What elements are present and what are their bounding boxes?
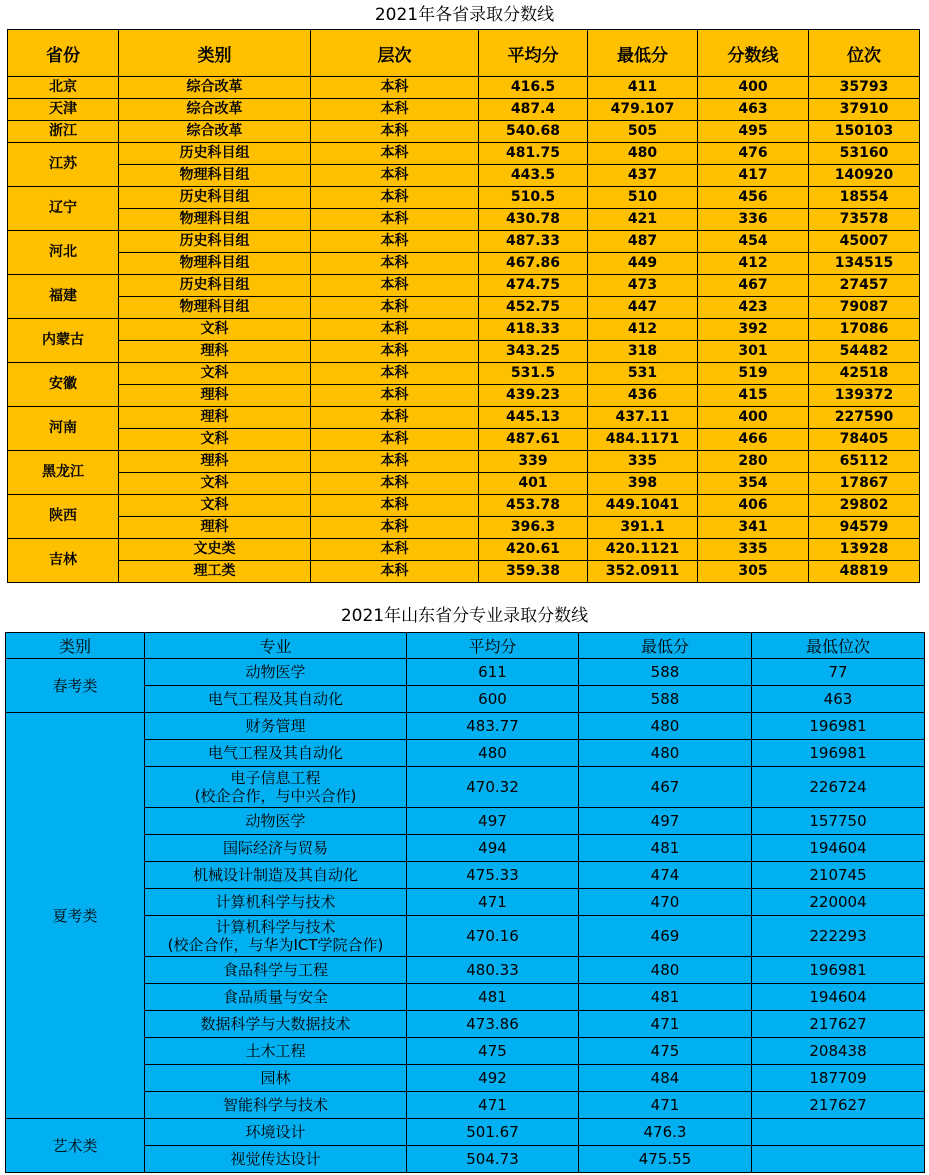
min-rank-cell: 210745	[752, 862, 925, 889]
major-name-line: (校企合作，与华为ICT学院合作)	[167, 936, 384, 954]
major-name-line: 食品质量与安全	[222, 988, 328, 1006]
major-cell	[145, 916, 407, 957]
cutoff-line-cell: 392	[698, 319, 809, 341]
table-row	[6, 713, 925, 740]
level-cell: 本科	[311, 99, 479, 121]
table2-title: 2021年山东省分专业录取分数线	[340, 606, 589, 626]
average-score-cell: 474.75	[479, 275, 588, 297]
major-name-line: (校企合作，与中兴合作)	[194, 787, 357, 805]
min-score-cell: 484.1171	[588, 429, 698, 451]
table1-header-cell: 类别	[119, 30, 311, 77]
average-score-cell: 487.33	[479, 231, 588, 253]
average-score-cell: 343.25	[479, 341, 588, 363]
major-cell	[145, 659, 407, 686]
table2-header-cell: 类别	[6, 633, 145, 659]
major-name-line: 环境设计	[245, 1123, 306, 1141]
major-name-line: 数据科学与大数据技术	[200, 1015, 351, 1033]
level-cell: 本科	[311, 407, 479, 429]
table2-header-cell: 专业	[145, 633, 407, 659]
major-cell	[145, 889, 407, 916]
cutoff-line-cell: 466	[698, 429, 809, 451]
average-score-cell: 510.5	[479, 187, 588, 209]
table-row	[8, 473, 920, 495]
average-score-cell: 396.3	[479, 517, 588, 539]
average-score-cell: 470.16	[407, 916, 579, 957]
table-row	[8, 275, 920, 297]
major-cell	[145, 713, 407, 740]
category-cell: 历史科目组	[119, 275, 311, 297]
rank-cell: 140920	[809, 165, 920, 187]
province-cell: 陕西	[8, 495, 119, 539]
average-score-cell: 420.61	[479, 539, 588, 561]
min-score-cell: 475	[579, 1038, 752, 1065]
cutoff-line-cell: 467	[698, 275, 809, 297]
category-cell: 物理科目组	[119, 297, 311, 319]
major-name-line: 财务管理	[245, 717, 306, 735]
min-score-cell: 420.1121	[588, 539, 698, 561]
min-score-cell: 473	[588, 275, 698, 297]
min-score-cell: 469	[579, 916, 752, 957]
rank-cell: 17086	[809, 319, 920, 341]
min-score-cell: 484	[579, 1065, 752, 1092]
province-cell: 内蒙古	[8, 319, 119, 363]
major-name-line: 智能科学与技术	[222, 1096, 328, 1114]
province-cell: 浙江	[8, 121, 119, 143]
min-score-cell: 421	[588, 209, 698, 231]
average-score-cell: 430.78	[479, 209, 588, 231]
min-rank-cell: 220004	[752, 889, 925, 916]
average-score-cell: 470.32	[407, 767, 579, 808]
table1-header-cell: 平均分	[479, 30, 588, 77]
table1-header-cell: 分数线	[698, 30, 809, 77]
min-score-cell: 437.11	[588, 407, 698, 429]
min-score-cell: 479.107	[588, 99, 698, 121]
major-cell	[145, 1092, 407, 1119]
province-cell: 江苏	[8, 143, 119, 187]
major-name-line: 动物医学	[245, 663, 306, 681]
province-cell: 福建	[8, 275, 119, 319]
table2-header-cell: 最低分	[579, 633, 752, 659]
cutoff-line-cell: 495	[698, 121, 809, 143]
cutoff-line-cell: 354	[698, 473, 809, 495]
average-score-cell: 611	[407, 659, 579, 686]
rank-cell: 48819	[809, 561, 920, 583]
level-cell: 本科	[311, 363, 479, 385]
rank-cell: 27457	[809, 275, 920, 297]
table-row	[8, 99, 920, 121]
rank-cell: 65112	[809, 451, 920, 473]
min-score-cell: 505	[588, 121, 698, 143]
min-score-cell: 411	[588, 77, 698, 99]
rank-cell: 94579	[809, 517, 920, 539]
level-cell: 本科	[311, 165, 479, 187]
level-cell: 本科	[311, 517, 479, 539]
table-row	[8, 429, 920, 451]
min-score-cell: 471	[579, 1011, 752, 1038]
exam-category-cell: 艺术类	[6, 1119, 145, 1173]
level-cell: 本科	[311, 561, 479, 583]
min-score-cell: 335	[588, 451, 698, 473]
min-score-cell: 531	[588, 363, 698, 385]
province-cell: 河北	[8, 231, 119, 275]
cutoff-line-cell: 456	[698, 187, 809, 209]
average-score-cell: 481.75	[479, 143, 588, 165]
rank-cell: 18554	[809, 187, 920, 209]
average-score-cell: 416.5	[479, 77, 588, 99]
level-cell: 本科	[311, 451, 479, 473]
major-name-line: 电气工程及其自动化	[207, 690, 343, 708]
average-score-cell: 471	[407, 1092, 579, 1119]
exam-category-cell: 春考类	[6, 659, 145, 713]
major-name-line: 电气工程及其自动化	[207, 744, 343, 762]
min-score-cell: 437	[588, 165, 698, 187]
cutoff-line-cell: 341	[698, 517, 809, 539]
cutoff-line-cell: 415	[698, 385, 809, 407]
major-name-line: 机械设计制造及其自动化	[192, 866, 358, 884]
table-row	[8, 363, 920, 385]
min-score-cell: 447	[588, 297, 698, 319]
table1-header-cell: 最低分	[588, 30, 698, 77]
cutoff-line-cell: 519	[698, 363, 809, 385]
min-score-cell: 588	[579, 686, 752, 713]
average-score-cell: 439.23	[479, 385, 588, 407]
average-score-cell: 497	[407, 808, 579, 835]
table-row	[8, 231, 920, 253]
category-cell: 理工类	[119, 561, 311, 583]
level-cell: 本科	[311, 429, 479, 451]
category-cell: 理科	[119, 517, 311, 539]
min-rank-cell: 217627	[752, 1011, 925, 1038]
min-score-cell: 487	[588, 231, 698, 253]
min-rank-cell: 226724	[752, 767, 925, 808]
category-cell: 历史科目组	[119, 231, 311, 253]
level-cell: 本科	[311, 495, 479, 517]
average-score-cell: 401	[479, 473, 588, 495]
table-row	[8, 165, 920, 187]
rank-cell: 79087	[809, 297, 920, 319]
average-score-cell: 443.5	[479, 165, 588, 187]
province-cell: 黑龙江	[8, 451, 119, 495]
category-cell: 文科	[119, 319, 311, 341]
level-cell: 本科	[311, 297, 479, 319]
average-score-cell: 483.77	[407, 713, 579, 740]
min-score-cell: 467	[579, 767, 752, 808]
table-row	[8, 253, 920, 275]
shandong-major-table	[5, 632, 925, 1173]
average-score-cell: 481	[407, 984, 579, 1011]
province-cell: 辽宁	[8, 187, 119, 231]
major-name-line: 食品科学与工程	[222, 961, 328, 979]
category-cell: 文科	[119, 363, 311, 385]
major-name-line: 视觉传达设计	[230, 1150, 321, 1168]
min-rank-cell: 222293	[752, 916, 925, 957]
province-cell: 天津	[8, 99, 119, 121]
average-score-cell: 418.33	[479, 319, 588, 341]
category-cell: 物理科目组	[119, 209, 311, 231]
table-row	[8, 385, 920, 407]
table-row	[8, 539, 920, 561]
min-score-cell: 471	[579, 1092, 752, 1119]
table-row	[8, 319, 920, 341]
major-cell	[145, 1011, 407, 1038]
major-name-line: 园林	[260, 1069, 291, 1087]
province-admission-table	[7, 29, 920, 583]
rank-cell: 13928	[809, 539, 920, 561]
min-rank-cell: 196981	[752, 740, 925, 767]
category-cell: 历史科目组	[119, 143, 311, 165]
average-score-cell: 467.86	[479, 253, 588, 275]
category-cell: 文科	[119, 495, 311, 517]
table1-header-row	[8, 30, 920, 77]
min-rank-cell: 77	[752, 659, 925, 686]
major-name-line: 国际经济与贸易	[222, 839, 328, 857]
average-score-cell: 494	[407, 835, 579, 862]
min-score-cell: 588	[579, 659, 752, 686]
table1-header-cell: 层次	[311, 30, 479, 77]
table1-title: 2021年各省录取分数线	[374, 5, 555, 25]
table1-header-cell: 省份	[8, 30, 119, 77]
min-rank-cell: 463	[752, 686, 925, 713]
cutoff-line-cell: 280	[698, 451, 809, 473]
level-cell: 本科	[311, 143, 479, 165]
table1-header-cell: 位次	[809, 30, 920, 77]
average-score-cell: 471	[407, 889, 579, 916]
rank-cell: 134515	[809, 253, 920, 275]
category-cell: 综合改革	[119, 121, 311, 143]
level-cell: 本科	[311, 385, 479, 407]
major-name-line: 动物医学	[245, 812, 306, 830]
level-cell: 本科	[311, 341, 479, 363]
major-cell	[145, 767, 407, 808]
average-score-cell: 475.33	[407, 862, 579, 889]
min-score-cell: 412	[588, 319, 698, 341]
min-score-cell: 480	[579, 713, 752, 740]
rank-cell: 45007	[809, 231, 920, 253]
min-rank-cell	[752, 1146, 925, 1173]
province-cell: 河南	[8, 407, 119, 451]
cutoff-line-cell: 335	[698, 539, 809, 561]
min-score-cell: 391.1	[588, 517, 698, 539]
average-score-cell: 475	[407, 1038, 579, 1065]
min-rank-cell: 194604	[752, 984, 925, 1011]
exam-category-cell: 夏考类	[6, 713, 145, 1119]
min-rank-cell: 208438	[752, 1038, 925, 1065]
major-cell	[145, 740, 407, 767]
average-score-cell: 487.61	[479, 429, 588, 451]
average-score-cell: 453.78	[479, 495, 588, 517]
min-rank-cell: 187709	[752, 1065, 925, 1092]
min-rank-cell: 217627	[752, 1092, 925, 1119]
major-cell	[145, 808, 407, 835]
rank-cell: 150103	[809, 121, 920, 143]
average-score-cell: 480	[407, 740, 579, 767]
category-cell: 物理科目组	[119, 165, 311, 187]
rank-cell: 53160	[809, 143, 920, 165]
average-score-cell: 473.86	[407, 1011, 579, 1038]
province-cell: 吉林	[8, 539, 119, 583]
category-cell: 理科	[119, 385, 311, 407]
level-cell: 本科	[311, 121, 479, 143]
cutoff-line-cell: 305	[698, 561, 809, 583]
major-name-line: 土木工程	[245, 1042, 306, 1060]
table2-header-cell: 平均分	[407, 633, 579, 659]
min-score-cell: 510	[588, 187, 698, 209]
cutoff-line-cell: 400	[698, 77, 809, 99]
major-cell	[145, 835, 407, 862]
min-score-cell: 497	[579, 808, 752, 835]
average-score-cell: 445.13	[479, 407, 588, 429]
table-row	[6, 1119, 925, 1146]
min-score-cell: 470	[579, 889, 752, 916]
category-cell: 综合改革	[119, 77, 311, 99]
table-row	[8, 451, 920, 473]
average-score-cell: 487.4	[479, 99, 588, 121]
table2-header-cell: 最低位次	[752, 633, 925, 659]
category-cell: 理科	[119, 341, 311, 363]
min-score-cell: 474	[579, 862, 752, 889]
category-cell: 文科	[119, 429, 311, 451]
table-row	[8, 187, 920, 209]
min-score-cell: 436	[588, 385, 698, 407]
cutoff-line-cell: 463	[698, 99, 809, 121]
category-cell: 理科	[119, 407, 311, 429]
category-cell: 历史科目组	[119, 187, 311, 209]
table-row	[8, 407, 920, 429]
major-cell	[145, 686, 407, 713]
average-score-cell: 540.68	[479, 121, 588, 143]
rank-cell: 78405	[809, 429, 920, 451]
table-row	[8, 561, 920, 583]
level-cell: 本科	[311, 539, 479, 561]
cutoff-line-cell: 417	[698, 165, 809, 187]
table-row	[8, 495, 920, 517]
major-cell	[145, 1146, 407, 1173]
level-cell: 本科	[311, 77, 479, 99]
min-score-cell: 480	[579, 740, 752, 767]
table-row	[8, 209, 920, 231]
level-cell: 本科	[311, 187, 479, 209]
cutoff-line-cell: 336	[698, 209, 809, 231]
min-rank-cell	[752, 1119, 925, 1146]
level-cell: 本科	[311, 253, 479, 275]
rank-cell: 54482	[809, 341, 920, 363]
average-score-cell: 492	[407, 1065, 579, 1092]
major-cell	[145, 984, 407, 1011]
min-rank-cell: 196981	[752, 957, 925, 984]
average-score-cell: 600	[407, 686, 579, 713]
average-score-cell: 480.33	[407, 957, 579, 984]
major-cell	[145, 1038, 407, 1065]
major-name-line: 计算机科学与技术	[215, 893, 336, 911]
min-score-cell: 475.55	[579, 1146, 752, 1173]
average-score-cell: 531.5	[479, 363, 588, 385]
province-cell: 安徽	[8, 363, 119, 407]
cutoff-line-cell: 400	[698, 407, 809, 429]
min-score-cell: 449	[588, 253, 698, 275]
category-cell: 物理科目组	[119, 253, 311, 275]
min-score-cell: 481	[579, 984, 752, 1011]
major-name-line: 电子信息工程	[230, 769, 321, 787]
major-cell	[145, 862, 407, 889]
level-cell: 本科	[311, 231, 479, 253]
major-name-line: 计算机科学与技术	[215, 918, 336, 936]
table-row	[8, 341, 920, 363]
rank-cell: 73578	[809, 209, 920, 231]
min-score-cell: 398	[588, 473, 698, 495]
min-score-cell: 480	[588, 143, 698, 165]
category-cell: 文科	[119, 473, 311, 495]
level-cell: 本科	[311, 473, 479, 495]
cutoff-line-cell: 301	[698, 341, 809, 363]
min-score-cell: 449.1041	[588, 495, 698, 517]
average-score-cell: 452.75	[479, 297, 588, 319]
cutoff-line-cell: 423	[698, 297, 809, 319]
table-row	[8, 77, 920, 99]
rank-cell: 42518	[809, 363, 920, 385]
category-cell: 文史类	[119, 539, 311, 561]
table-row	[8, 143, 920, 165]
rank-cell: 37910	[809, 99, 920, 121]
cutoff-line-cell: 476	[698, 143, 809, 165]
level-cell: 本科	[311, 319, 479, 341]
rank-cell: 17867	[809, 473, 920, 495]
min-score-cell: 481	[579, 835, 752, 862]
table-row	[6, 659, 925, 686]
min-rank-cell: 196981	[752, 713, 925, 740]
cutoff-line-cell: 406	[698, 495, 809, 517]
table-row	[8, 517, 920, 539]
province-cell: 北京	[8, 77, 119, 99]
major-cell	[145, 1119, 407, 1146]
cutoff-line-cell: 454	[698, 231, 809, 253]
min-rank-cell: 194604	[752, 835, 925, 862]
average-score-cell: 501.67	[407, 1119, 579, 1146]
rank-cell: 139372	[809, 385, 920, 407]
min-score-cell: 318	[588, 341, 698, 363]
table-row	[8, 121, 920, 143]
rank-cell: 227590	[809, 407, 920, 429]
min-score-cell: 352.0911	[588, 561, 698, 583]
min-score-cell: 480	[579, 957, 752, 984]
table2-header-row	[6, 633, 925, 659]
min-score-cell: 476.3	[579, 1119, 752, 1146]
rank-cell: 29802	[809, 495, 920, 517]
major-cell	[145, 1065, 407, 1092]
cutoff-line-cell: 412	[698, 253, 809, 275]
category-cell: 理科	[119, 451, 311, 473]
table-row	[8, 297, 920, 319]
major-cell	[145, 957, 407, 984]
average-score-cell: 359.38	[479, 561, 588, 583]
rank-cell: 35793	[809, 77, 920, 99]
level-cell: 本科	[311, 275, 479, 297]
average-score-cell: 504.73	[407, 1146, 579, 1173]
category-cell: 综合改革	[119, 99, 311, 121]
average-score-cell: 339	[479, 451, 588, 473]
level-cell: 本科	[311, 209, 479, 231]
min-rank-cell: 157750	[752, 808, 925, 835]
